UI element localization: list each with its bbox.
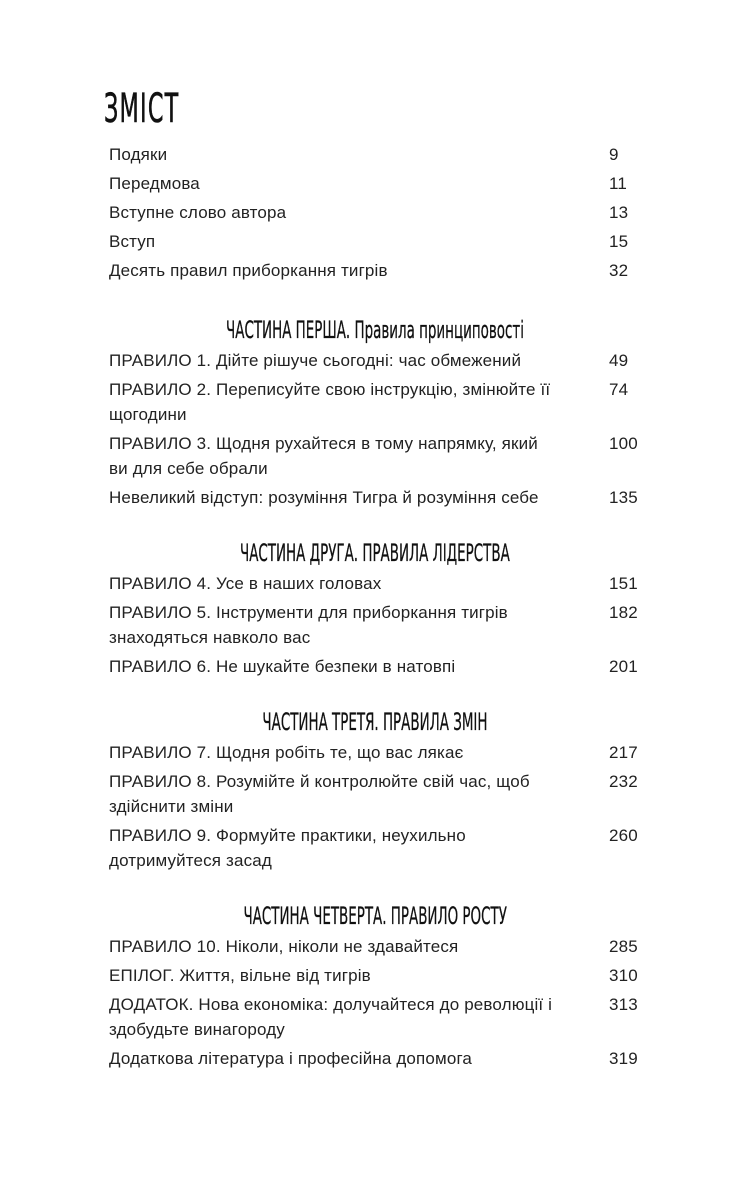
toc-entry[interactable]	[109, 821, 649, 875]
toc-entry-page: 313	[609, 995, 638, 1014]
toc-entry-title: ПРАВИЛО 4. Усе в наших головах	[109, 574, 382, 593]
toc-entry-title: ПРАВИЛО 2. Переписуйте свою інструкцію, змінюйте її щогодини	[109, 380, 551, 424]
toc-entry-title: ПРАВИЛО 6. Не шукайте безпеки в натовпі	[109, 657, 456, 676]
toc-entry-page: 15	[609, 232, 629, 251]
toc-entry-page: 232	[609, 772, 638, 791]
toc-entry-page: 100	[609, 434, 638, 453]
toc-entry-title: Вступ	[109, 232, 156, 251]
toc-entry-title: Передмова	[109, 174, 200, 193]
toc-entry-page: 11	[609, 174, 627, 193]
toc-entry[interactable]	[109, 140, 649, 169]
toc-entry-title: ПРАВИЛО 5. Інструменти для приборкання тигрів знаходяться навколо вас	[109, 603, 508, 647]
toc-entry-page: 135	[609, 488, 638, 507]
toc-entry-page: 9	[609, 145, 619, 164]
toc-entry-title: ПРАВИЛО 8. Розумійте й контролюйте свій час, щоб здійснити зміни	[109, 772, 530, 816]
toc-entry[interactable]	[109, 429, 649, 483]
toc-entry[interactable]	[109, 598, 649, 652]
page-title: ЗМІСТ	[104, 85, 180, 132]
toc-entry-page: 310	[609, 966, 638, 985]
toc-entry[interactable]	[109, 738, 649, 767]
part-heading-text: ЧАСТИНА ТРЕТЯ. ПРАВИЛА ЗМІН	[262, 708, 488, 736]
toc-entry-page: 217	[609, 743, 638, 762]
toc-entry-title: ПРАВИЛО 9. Формуйте практики, неухильно дотримуйтеся засад	[109, 826, 466, 870]
toc-entry[interactable]	[109, 990, 649, 1044]
toc-entry[interactable]	[109, 198, 649, 227]
toc-entry[interactable]	[109, 346, 649, 375]
toc-entry[interactable]	[109, 1044, 649, 1073]
toc-entry-page: 13	[609, 203, 629, 222]
toc-entry[interactable]	[109, 256, 649, 285]
toc-entry-title: Невеликий відступ: розуміння Тигра й розуміння себе	[109, 488, 539, 507]
toc-entry[interactable]	[109, 227, 649, 256]
toc-entry-title: Подяки	[109, 145, 168, 164]
toc-entry-title: Вступне слово автора	[109, 203, 287, 222]
toc-entry[interactable]	[109, 652, 649, 681]
toc-entry-title: Додаткова література і професійна допомога	[109, 1049, 473, 1068]
part-heading-text: ЧАСТИНА ПЕРША. Правила принциповості	[226, 316, 524, 344]
toc-entry-title: ПРАВИЛО 1. Дійте рішуче сьогодні: час обмежений	[109, 351, 522, 370]
toc-entry-page: 182	[609, 603, 638, 622]
toc-entry[interactable]	[109, 767, 649, 821]
part-heading-text: ЧАСТИНА ЧЕТВЕРТА. ПРАВИЛО РОСТУ	[243, 902, 507, 930]
toc-entry-page: 201	[609, 657, 638, 676]
toc-entry-page: 32	[609, 261, 629, 280]
toc-entry-page: 74	[609, 380, 629, 399]
toc-entry-title: ПРАВИЛО 7. Щодня робіть те, що вас лякає	[109, 743, 464, 762]
toc-entry-title: ДОДАТОК. Нова економіка: долучайтеся до революції і здобудьте винагороду	[109, 995, 553, 1039]
toc-entry[interactable]	[109, 569, 649, 598]
part-heading-text: ЧАСТИНА ДРУГА. ПРАВИЛА ЛІДЕРСТВА	[240, 539, 510, 567]
toc-entry[interactable]	[109, 961, 649, 990]
toc-entry-page: 319	[609, 1049, 638, 1068]
toc-entry-page: 260	[609, 826, 638, 845]
toc-entry[interactable]	[109, 932, 649, 961]
part-heading-2	[109, 538, 641, 568]
toc-entry-page: 49	[609, 351, 629, 370]
toc-entry-page: 285	[609, 937, 638, 956]
table-of-contents	[109, 140, 649, 1073]
toc-entry[interactable]	[109, 483, 649, 512]
toc-entry[interactable]	[109, 375, 649, 429]
toc-entry-title: Десять правил приборкання тигрів	[109, 261, 388, 280]
toc-entry-title: ПРАВИЛО 3. Щодня рухайтеся в тому напрямку, який ви для себе обрали	[109, 434, 538, 478]
part-heading-1	[109, 315, 641, 345]
toc-entry-title: ЕПІЛОГ. Життя, вільне від тигрів	[109, 966, 371, 985]
toc-entry-page: 151	[609, 574, 638, 593]
part-heading-3	[109, 707, 641, 737]
toc-entry-title: ПРАВИЛО 10. Ніколи, ніколи не здавайтеся	[109, 937, 459, 956]
toc-entry[interactable]	[109, 169, 649, 198]
part-heading-4	[109, 901, 641, 931]
